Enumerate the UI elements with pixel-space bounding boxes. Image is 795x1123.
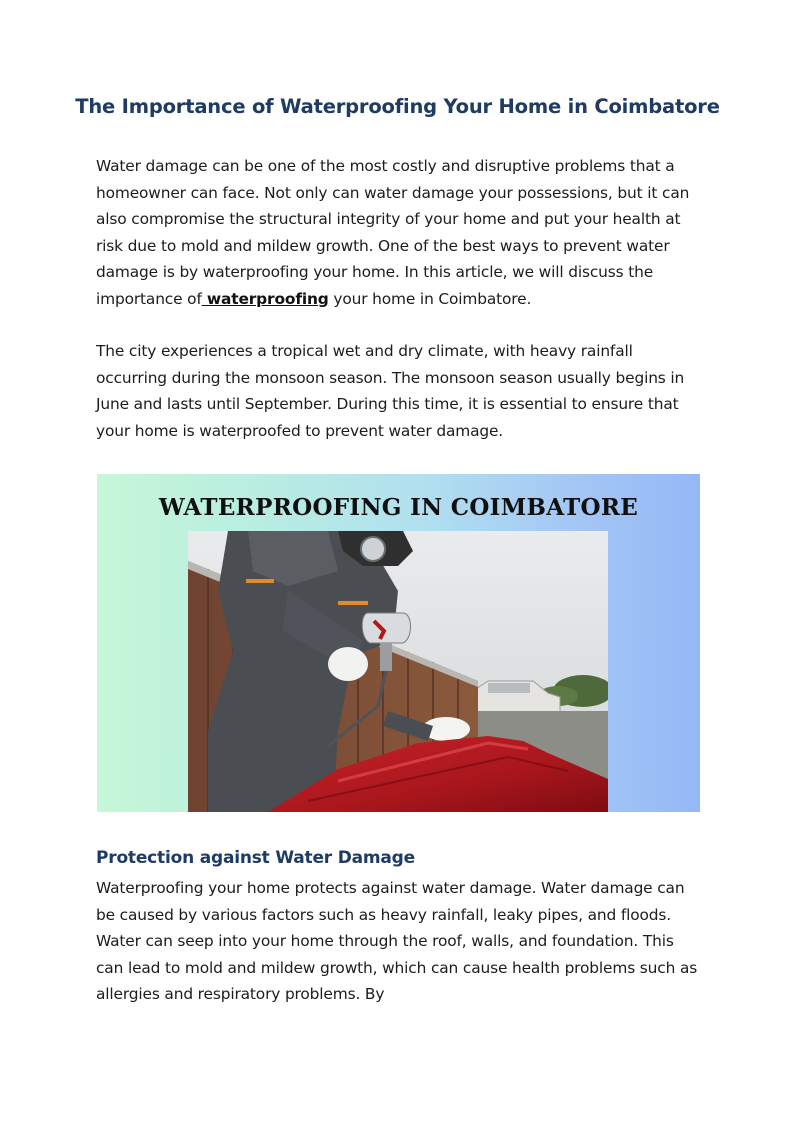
section-heading: Protection against Water Damage: [96, 848, 415, 868]
banner-photo: [188, 531, 608, 812]
banner-title: WATERPROOFING IN COIMBATORE: [158, 494, 639, 521]
intro-text-end: your home in Coimbatore.: [328, 289, 532, 308]
page-title: The Importance of Waterproofing Your Home in Coimbatore: [75, 95, 720, 118]
intro-paragraph: [96, 153, 700, 313]
intro-text: Water damage can be one of the most costly and disruptive problems that a homeowner can face. Not only can water damage your possessions, but it can also compromise the structural integrity of your home and put your health at risk due to mold and mildew growth. One of the best ways to prevent water damage is by waterproofing your home. In this article, we will discuss the importance of: [96, 157, 690, 308]
climate-paragraph: The city experiences a tropical wet and dry climate, with heavy rainfall occurring during the monsoon season. The monsoon season usually begins in June and lasts until September. During this time, it is essential to ensure that your home is waterproofed to prevent water damage.: [96, 342, 685, 440]
waterproofing-banner: [97, 474, 700, 812]
waterproofing-link[interactable]: waterproofing: [201, 289, 329, 308]
section-paragraph: Waterproofing your home protects against water damage. Water damage can be caused by various factors such as heavy rainfall, leaky pipes, and floods. Water can seep into your home through the roof, walls, and foundation. This can lead to mold and mildew growth, which can cause health problems such as allergies and respiratory problems. By: [96, 879, 698, 1004]
